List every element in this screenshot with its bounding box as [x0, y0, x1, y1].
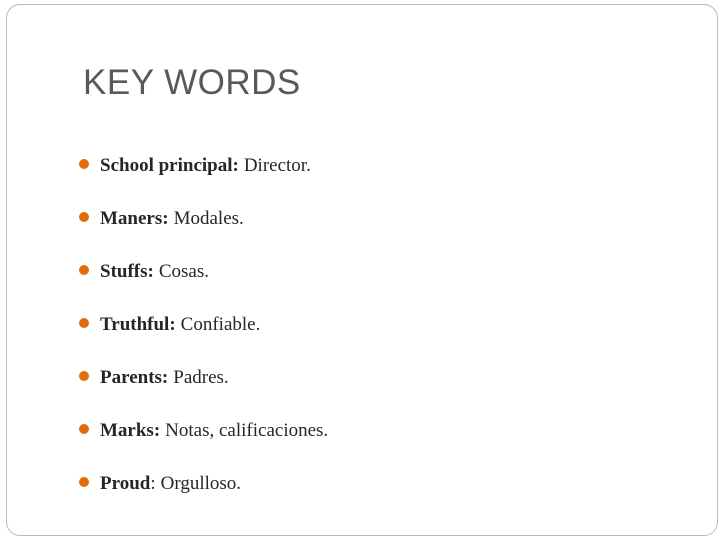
term: Marks [100, 420, 154, 441]
list-item [79, 208, 328, 261]
term: Parents [100, 367, 162, 388]
definition: Confiable. [180, 314, 261, 335]
list-item [79, 367, 328, 420]
slide-frame [6, 4, 718, 536]
key-words-list [79, 155, 328, 526]
bullet-icon [79, 318, 89, 328]
bullet-icon [79, 212, 89, 222]
term: Proud [100, 473, 151, 494]
term-separator: : [147, 261, 154, 282]
definition: Padres. [173, 367, 229, 388]
bullet-icon [79, 371, 89, 381]
definition: Cosas. [158, 261, 209, 282]
term-separator: : [169, 314, 176, 335]
bullet-icon [79, 265, 89, 275]
bullet-icon [79, 424, 89, 434]
term: Maners [100, 208, 163, 229]
list-item [79, 155, 328, 208]
term: Truthful [100, 314, 170, 335]
term: School principal [100, 155, 233, 176]
list-item [79, 420, 328, 473]
definition: Orgulloso. [160, 473, 242, 494]
term-separator: : [162, 208, 169, 229]
slide-title: KEY WORDS [83, 63, 301, 102]
term-separator: : [232, 155, 239, 176]
definition: Modales. [173, 208, 244, 229]
list-item [79, 314, 328, 367]
definition: Notas, calificaciones. [165, 420, 329, 441]
term-separator: : [150, 473, 156, 494]
definition: Director. [243, 155, 311, 176]
term: Stuffs [100, 261, 148, 282]
bullet-icon [79, 477, 89, 487]
bullet-icon [79, 159, 89, 169]
list-item [79, 473, 328, 526]
term-separator: : [161, 367, 169, 388]
term-separator: : [153, 420, 161, 441]
list-item [79, 261, 328, 314]
